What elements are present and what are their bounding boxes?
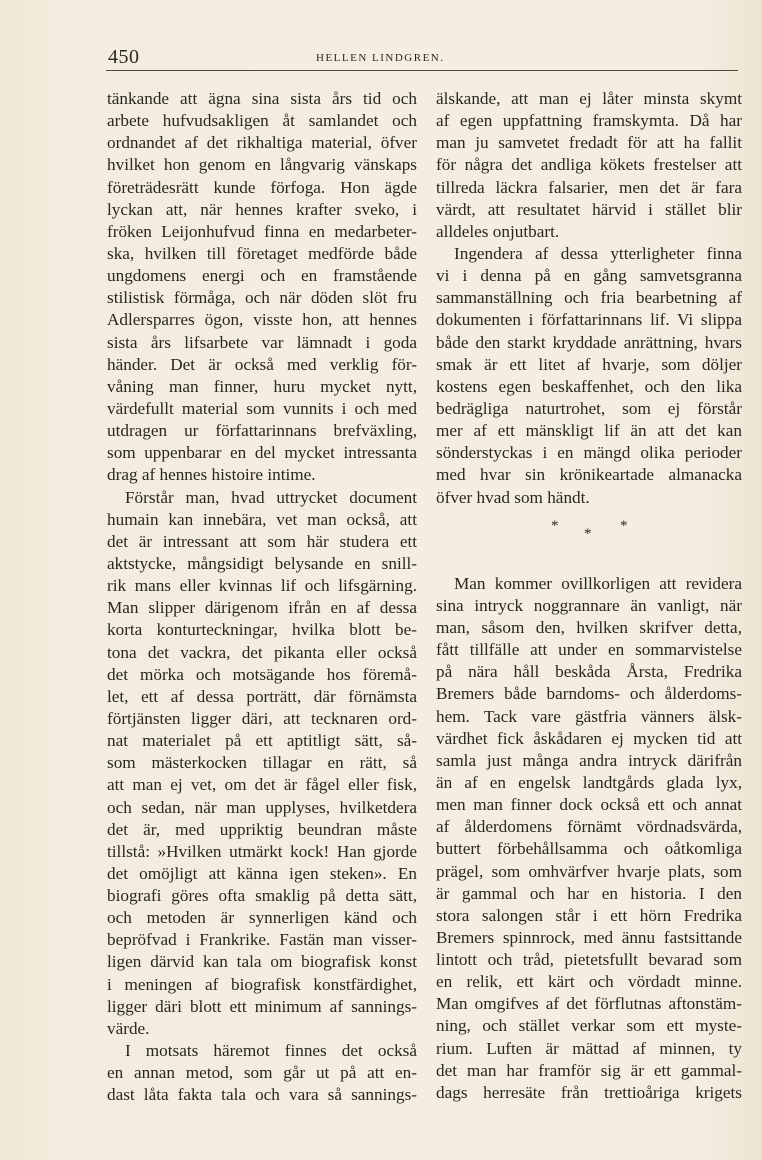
text-line: lintott och tråd, pietetsfullt bevarad som: [436, 950, 742, 970]
text-line: det är intressant att som här studera ett: [107, 531, 417, 551]
header-rule: [106, 70, 738, 71]
text-line: dast låta fakta tala och vara så sannings-: [107, 1085, 417, 1105]
text-line: fått tillfälle att under en sommarvistelse: [436, 640, 742, 660]
text-line: rik mans eller kvinnas lif och lifsgärning.: [107, 576, 417, 596]
text-line: korta konturteckningar, hvilka blott be-: [107, 620, 417, 640]
asterism: *: [620, 517, 628, 534]
text-line: det mörka och motsägande hos föremå-: [107, 664, 417, 684]
text-line: Man omgifves af det förflutnas aftonstäm-: [436, 994, 742, 1014]
text-line: buttert förbehållsamma och oåtkomliga: [436, 839, 742, 859]
text-line: är gammal och har en historia. I den: [436, 883, 742, 903]
text-line: ning, och stället verkar som ett myste-: [436, 1016, 742, 1036]
text-line: med hvar sin krönikeartade almanacka: [436, 465, 742, 485]
text-line: företrädesrätt kunde förfoga. Hon ägde: [107, 177, 417, 197]
left-column: [107, 88, 417, 1106]
text-line: men man finner dock också ett och annat: [436, 795, 742, 815]
text-line: man, såsom den, hvilken skrifver detta,: [436, 617, 742, 637]
text-line: Förstår man, hvad uttrycket document: [125, 487, 417, 507]
text-line: som mästerkocken tillagar en rätt, så: [107, 753, 417, 773]
text-line: rium. Luften är mättad af minnen, ty: [436, 1038, 742, 1058]
text-line: let, ett af dessa porträtt, där förnämsta: [107, 686, 417, 706]
text-line: Bremers spinnrock, med ännu fastsittande: [436, 927, 742, 947]
asterism: *: [584, 525, 592, 542]
text-line: tillreda läckra falsarier, men det är fara: [436, 177, 742, 197]
text-line: vi i denna på en gång samvetsgranna: [436, 266, 742, 286]
text-line: i meningen af biografisk konstfärdighet,: [107, 974, 417, 994]
text-line: nat materialet på ett aptitligt sätt, så-: [107, 731, 417, 751]
text-line: bedrägliga naturtrohet, som ej förstår: [436, 398, 742, 418]
text-line: man ju samvetet fredadt för att ha fallit: [436, 133, 742, 153]
text-line: I motsats häremot finnes det också: [125, 1041, 417, 1061]
text-line: fröken Leijonhufvud finna en medarbeter-: [107, 221, 417, 241]
text-line: värdhet fick åskådaren ej mycken tid att: [436, 728, 742, 748]
text-line: värdt, att resultatet härvid i stället blir: [436, 199, 742, 219]
text-line: älskande, att man ej låter minsta skymt: [436, 89, 742, 108]
text-line: ordnandet af det rikhaltiga material, öfver: [107, 133, 417, 153]
text-line: händer. Det är också med verklig för-: [107, 354, 417, 374]
text-line: ungdomens energi och en framstående: [107, 266, 417, 286]
text-line: bepröfvad i Frankrike. Fastän man visser-: [107, 930, 417, 950]
text-line: alldeles onjutbart.: [436, 221, 560, 241]
text-line: lyckan att, när hennes krafter sveko, i: [107, 199, 417, 219]
text-line: prägel, som omhvärfver hvarje plats, som: [436, 861, 742, 881]
text-line: värde.: [107, 1018, 150, 1038]
right-column: [436, 88, 742, 1104]
text-line: tillstå: »Hvilken utmärkt kock! Han gjorde: [107, 841, 417, 861]
text-line: på nära håll beskåda Årsta, Fredrika: [436, 662, 742, 682]
text-line: dokumenten i författarinnans lif. Vi slippa: [436, 310, 742, 330]
text-line: förtjänsten ligger däri, att tecknaren ord-: [107, 708, 417, 728]
text-line: en annan metod, som går ut på att en-: [107, 1063, 417, 1083]
text-line: och sedan, när man upplyses, hvilketdera: [107, 797, 417, 817]
text-line: sammanställning och fria bearbetning af: [436, 288, 742, 308]
text-line: att man ej vet, om det är fågel eller fisk,: [107, 775, 417, 795]
text-line: aktstycke, mångsidigt belysande en snill-: [107, 553, 417, 573]
right-column-top: [436, 88, 742, 509]
page-number: 450: [108, 46, 140, 68]
text-line: öfver hvad som händt.: [436, 487, 590, 507]
text-line: dags herresäte från trettioåriga krigets: [436, 1082, 742, 1102]
text-line: Ingendera af dessa ytterligheter finna: [454, 243, 742, 263]
text-line: tona det vackra, det pikanta eller också: [107, 642, 417, 662]
text-line: än af en engelsk landtgårds glada lyx,: [436, 772, 742, 792]
text-line: samla just många andra intryck därifrån: [436, 750, 742, 770]
text-line: ligen därvid kan tala om biografisk konst: [107, 952, 417, 972]
text-line: det man har framför sig är ett gammal-: [436, 1060, 742, 1080]
page-header: [106, 46, 736, 70]
text-line: stora salongen står i ett hörn Fredrika: [436, 905, 742, 925]
running-head: HELLEN LINDGREN.: [316, 52, 445, 64]
text-line: Man slipper därigenom ifrån en af dessa: [107, 598, 417, 618]
text-line: och metoden är synnerligen känd och: [107, 908, 417, 928]
text-line: Adlersparres ögon, visste hon, att hennes: [107, 310, 417, 330]
text-line: Man kommer ovillkorligen att revidera: [454, 573, 742, 593]
text-line: sina intryck noggrannare än vanligt, när: [436, 595, 742, 615]
text-line: arbete hufvudsakligen åt samlandet och: [107, 111, 417, 131]
text-line: för några det andliga kökets frestelser att: [436, 155, 742, 175]
text-line: biografi göres ofta smaklig på detta sätt,: [107, 886, 417, 906]
text-line: våning man finner, huru mycket nytt,: [107, 376, 417, 396]
text-line: af egen uppfattning framskymta. Då har: [436, 111, 742, 131]
text-line: sönderstyckas i en mängd olika perioder: [436, 443, 742, 463]
asterism: *: [551, 517, 559, 534]
text-line: ligger däri blott ett minimum af sannings-: [107, 996, 417, 1016]
text-line: tänkande att ägna sina sista års tid och: [107, 89, 417, 108]
text-line: utdragen ur författarinnans brefväxling,: [107, 421, 417, 441]
right-column-bottom: [436, 573, 742, 1104]
text-line: drag af hennes histoire intime.: [107, 465, 316, 485]
text-line: stilistisk förmåga, och när döden slöt fru: [107, 288, 417, 308]
text-line: humain kan innebära, vet man också, att: [107, 509, 417, 529]
text-line: Bremers både barndoms- och ålderdoms-: [436, 684, 742, 704]
text-line: smak är ett litet af hvarje, som döljer: [436, 354, 742, 374]
text-line: en relik, ett kärt och vördadt minne.: [436, 972, 742, 992]
text-line: kostens egen beskaffenhet, och den lika: [436, 376, 742, 396]
text-line: som uppenbarar en del mycket intressanta: [107, 443, 417, 463]
text-line: det omöjligt att känna igen steken». En: [107, 863, 417, 883]
text-line: det är, med uppriktig beundran måste: [107, 819, 417, 839]
text-line: ska, hvilken till företaget medförde både: [107, 243, 417, 263]
text-line: mer af ett mänskligt lif än att det kan: [436, 421, 742, 441]
text-line: hem. Tack vare gästfria vänners älsk-: [436, 706, 742, 726]
text-line: af ålderdomens förnämt vördnadsvärda,: [436, 817, 742, 837]
text-line: värdefullt material som vunnits i och med: [107, 398, 417, 418]
section-break: [436, 509, 742, 573]
text-line: hvilket hon genom en långvarig vänskaps: [107, 155, 417, 175]
text-line: både den starkt kryddade anrättning, hvars: [436, 332, 742, 352]
text-line: sista års lifsarbete var lämnadt i goda: [107, 332, 417, 352]
